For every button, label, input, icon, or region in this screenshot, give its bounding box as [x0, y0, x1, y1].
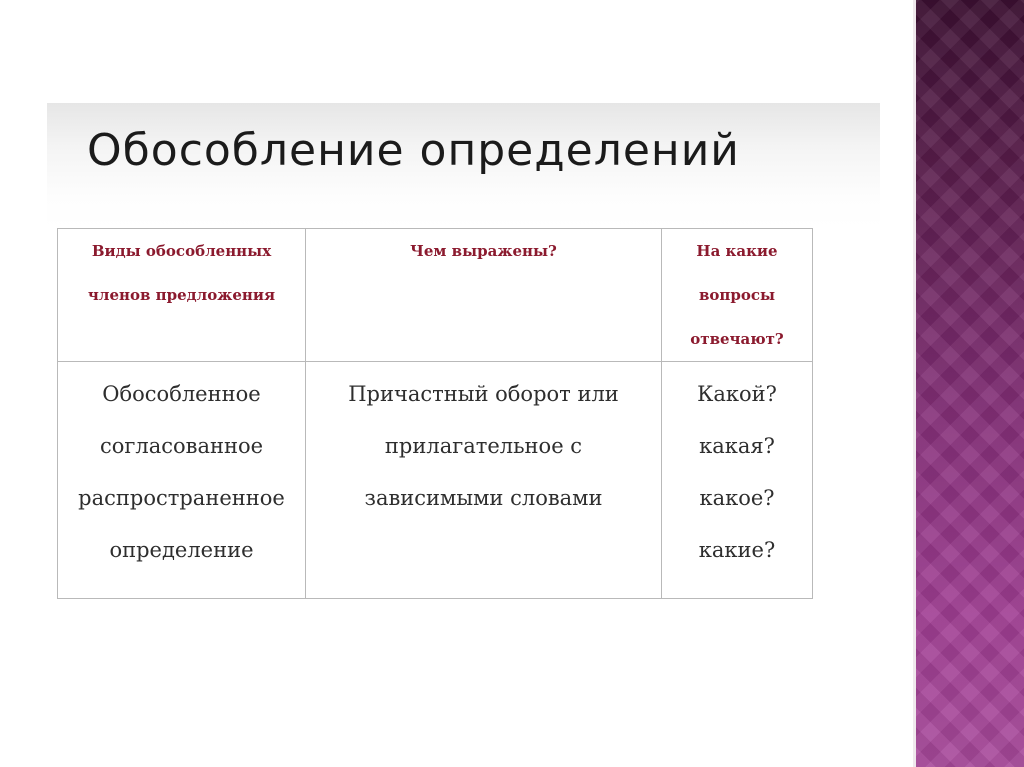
cell-line: Причастный оборот или	[348, 382, 619, 406]
header-types	[58, 229, 306, 362]
cell-expressed-by	[306, 362, 662, 599]
header-line: вопросы	[698, 286, 776, 304]
header-line: Чем выражены?	[410, 242, 557, 260]
cell-line: Какой?	[697, 382, 777, 406]
header-expressed-by	[306, 229, 662, 362]
definitions-table	[57, 228, 813, 599]
cell-questions	[662, 362, 813, 599]
cell-line: согласованное	[99, 434, 264, 458]
slide-content	[47, 103, 880, 600]
header-line: Виды обособленных	[91, 242, 272, 260]
cell-line: Обособленное	[102, 382, 261, 406]
table-row	[58, 362, 813, 599]
cell-line: определение	[109, 538, 254, 562]
header-line: На какие	[696, 242, 778, 260]
cell-line: зависимыми словами	[364, 486, 603, 510]
cell-line: какое?	[699, 486, 775, 510]
slide-title: Обособление определений	[87, 125, 740, 176]
cell-line: прилагательное с	[384, 434, 583, 458]
cell-type	[58, 362, 306, 599]
decorative-side-band	[916, 0, 1024, 767]
header-line: членов предложения	[87, 286, 276, 304]
cell-line: какие?	[698, 538, 776, 562]
header-line: отвечают?	[690, 330, 784, 348]
cell-line: какая?	[699, 434, 775, 458]
table-header-row	[58, 229, 813, 362]
header-questions	[662, 229, 813, 362]
cell-line: распространенное	[78, 486, 285, 510]
